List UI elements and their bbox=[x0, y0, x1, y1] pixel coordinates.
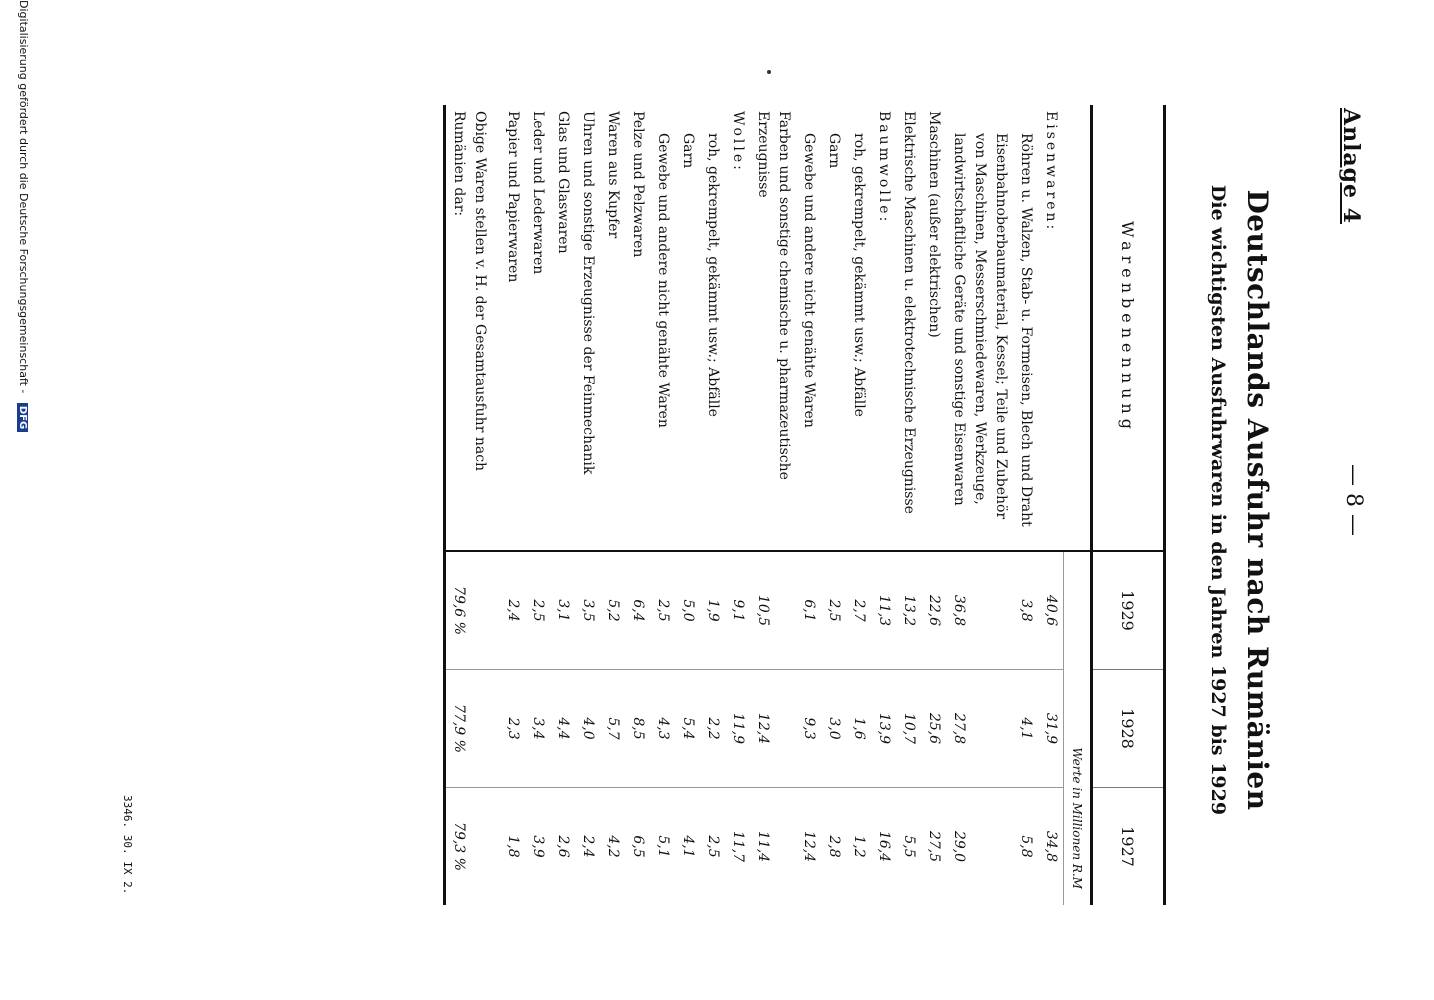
value-1927: 34,8 bbox=[1043, 830, 1059, 863]
row-label: roh, gekrempelt, gekämmt usw.; Abfälle bbox=[700, 105, 725, 551]
value-1928: 8,5 bbox=[625, 670, 650, 788]
value-1928: 4,1 bbox=[1013, 670, 1038, 788]
column-header-1928: 1928 bbox=[1092, 670, 1165, 788]
table-row bbox=[700, 105, 725, 905]
unit-row bbox=[1064, 105, 1092, 905]
value-1929: 2,5 bbox=[655, 599, 671, 622]
table-row bbox=[846, 105, 871, 905]
column-header-1929: 1929 bbox=[1092, 551, 1165, 670]
value-1927: 5,8 bbox=[1018, 835, 1034, 858]
table-row bbox=[896, 105, 921, 905]
value-1928: 2,2 bbox=[700, 670, 725, 788]
value-1927: 2,4 bbox=[580, 835, 596, 858]
digitization-footer bbox=[17, 0, 30, 1000]
annex-label: Anlage 4 bbox=[1338, 108, 1364, 225]
row-label: Pelze und Pelzwaren bbox=[625, 105, 650, 551]
value-1927: 5,5 bbox=[901, 835, 917, 858]
footer-text: Digitalisierung gefördert durch die Deutsche Forschungsgemeinschaft - bbox=[17, 0, 30, 394]
row-label: Uhren und sonstige Erzeugnisse der Feinmechanik bbox=[575, 105, 600, 551]
value-1929: 6,1 bbox=[801, 599, 817, 622]
value-1929: 9,1 bbox=[730, 599, 746, 622]
value-1929: 2,5 bbox=[530, 599, 546, 622]
row-label: Glas und Glaswaren bbox=[550, 105, 575, 551]
value-1927: 2,6 bbox=[555, 835, 571, 858]
row-label: Papier und Papierwaren bbox=[500, 105, 525, 551]
value-1928: 13,9 bbox=[871, 670, 896, 788]
row-label: Röhren u. Walzen, Stab- u. Formeisen, Blech und Draht bbox=[1013, 105, 1038, 551]
row-label: Garn bbox=[821, 105, 846, 551]
value-1928: 3,0 bbox=[821, 670, 846, 788]
value-1929: 40,6 bbox=[1043, 594, 1059, 627]
value-1929: 5,0 bbox=[680, 599, 696, 622]
row-label: Maschinen (außer elektrischen) bbox=[921, 105, 946, 551]
export-table bbox=[443, 105, 1166, 905]
table-row bbox=[550, 105, 575, 905]
value-1928: 27,8 bbox=[946, 670, 1013, 788]
value-1929: 6,4 bbox=[630, 599, 646, 622]
row-label: Eisenwaren: bbox=[1038, 105, 1064, 551]
value-1928: 5,7 bbox=[600, 670, 625, 788]
value-1929: 10,5 bbox=[755, 594, 771, 627]
table-row bbox=[946, 105, 1013, 905]
table-row bbox=[725, 105, 750, 905]
ink-dot bbox=[767, 70, 771, 74]
value-1928: 2,3 bbox=[500, 670, 525, 788]
row-label: Elektrische Maschinen u. elektrotechnische Erzeugnisse bbox=[896, 105, 921, 551]
table-row bbox=[750, 105, 796, 905]
column-header-goods: Warenbenennung bbox=[1092, 105, 1165, 551]
value-1928: 25,6 bbox=[921, 670, 946, 788]
value-1927: 6,5 bbox=[630, 835, 646, 858]
value-1927: 79,3 % bbox=[445, 788, 501, 906]
table-row bbox=[1038, 105, 1064, 905]
print-mark: 3346. 30. IX 2. bbox=[121, 795, 134, 895]
value-1927: 29,0 bbox=[951, 830, 967, 863]
value-1929: 36,8 bbox=[951, 594, 967, 627]
value-1929: 3,5 bbox=[580, 599, 596, 622]
value-1929: 3,8 bbox=[1018, 599, 1034, 622]
value-1928: 31,9 bbox=[1038, 670, 1064, 788]
unit-spacer bbox=[1064, 105, 1092, 551]
value-1927: 16,4 bbox=[876, 830, 892, 863]
value-1928: 1,6 bbox=[846, 670, 871, 788]
value-1927: 5,1 bbox=[655, 835, 671, 858]
table-row bbox=[625, 105, 650, 905]
table-row bbox=[871, 105, 896, 905]
value-1927: 2,5 bbox=[705, 835, 721, 858]
value-1929: 2,7 bbox=[851, 599, 867, 622]
value-1929: 2,4 bbox=[505, 599, 521, 622]
value-1928: 12,4 bbox=[750, 670, 796, 788]
value-1927: 1,2 bbox=[851, 835, 867, 858]
value-1929: 79,6 % bbox=[445, 551, 501, 670]
table-row bbox=[500, 105, 525, 905]
row-label: Farben und sonstige chemische u. pharmazeutische Erzeugnisse bbox=[750, 105, 796, 551]
table-row bbox=[600, 105, 625, 905]
row-label: Wolle: bbox=[725, 105, 750, 551]
value-1927: 12,4 bbox=[801, 830, 817, 863]
unit-note: Werte in Millionen R.M bbox=[1064, 551, 1092, 905]
value-1928: 11,9 bbox=[725, 670, 750, 788]
value-1928: 3,4 bbox=[525, 670, 550, 788]
row-label: Obige Waren stellen v. H. der Gesamtausfuhr nach Rumänien dar: bbox=[445, 105, 501, 551]
document-title: Deutschlands Ausfuhr nach Rumänien bbox=[1241, 189, 1274, 811]
table-row bbox=[821, 105, 846, 905]
page-number: — 8 — bbox=[1341, 464, 1366, 536]
value-1929: 5,2 bbox=[605, 599, 621, 622]
value-1929: 11,3 bbox=[876, 594, 892, 627]
table-row bbox=[675, 105, 700, 905]
value-1929: 2,5 bbox=[826, 599, 842, 622]
table-row bbox=[796, 105, 821, 905]
row-label: Eisenbahnoberbaumaterial, Kessel; Teile und Zubehör von Maschinen, Messerschmiedewaren, Werkzeuge, landwirtschaftliche Geräte und sonstige Eisenwaren bbox=[946, 105, 1013, 551]
value-1928: 4,0 bbox=[575, 670, 600, 788]
row-label: Garn bbox=[675, 105, 700, 551]
value-1927: 11,4 bbox=[755, 830, 771, 863]
table-row bbox=[575, 105, 600, 905]
dfg-logo: DFG bbox=[17, 403, 28, 432]
row-label: Gewebe und andere nicht genähte Waren bbox=[796, 105, 821, 551]
row-label: Waren aus Kupfer bbox=[600, 105, 625, 551]
value-1928: 4,4 bbox=[550, 670, 575, 788]
table-row bbox=[1013, 105, 1038, 905]
value-1927: 3,9 bbox=[530, 835, 546, 858]
document-subtitle: Die wichtigsten Ausfuhrwaren in den Jahren 1927 bis 1929 bbox=[1207, 184, 1229, 816]
table-header-row bbox=[1092, 105, 1165, 905]
value-1929: 22,6 bbox=[926, 594, 942, 627]
value-1929: 13,2 bbox=[901, 594, 917, 627]
value-1927: 4,2 bbox=[605, 835, 621, 858]
table-row bbox=[525, 105, 550, 905]
row-label: Baumwolle: bbox=[871, 105, 896, 551]
value-1928: 9,3 bbox=[796, 670, 821, 788]
value-1929: 1,9 bbox=[705, 599, 721, 622]
value-1927: 4,1 bbox=[680, 835, 696, 858]
table-row bbox=[921, 105, 946, 905]
value-1928: 10,7 bbox=[896, 670, 921, 788]
value-1927: 2,8 bbox=[826, 835, 842, 858]
row-label: Gewebe und andere nicht genähte Waren bbox=[650, 105, 675, 551]
value-1929: 3,1 bbox=[555, 599, 571, 622]
value-1927: 27,5 bbox=[926, 830, 942, 863]
table-row bbox=[650, 105, 675, 905]
export-table-wrapper bbox=[443, 105, 1166, 905]
value-1928: 4,3 bbox=[650, 670, 675, 788]
column-header-1927: 1927 bbox=[1092, 788, 1165, 906]
value-1927: 1,8 bbox=[505, 835, 521, 858]
row-label: Leder und Lederwaren bbox=[525, 105, 550, 551]
total-row bbox=[445, 105, 501, 905]
row-label: roh, gekrempelt, gekämmt usw.; Abfälle bbox=[846, 105, 871, 551]
value-1928: 5,4 bbox=[675, 670, 700, 788]
value-1928: 77,9 % bbox=[445, 670, 501, 788]
value-1927: 11,7 bbox=[730, 830, 746, 863]
